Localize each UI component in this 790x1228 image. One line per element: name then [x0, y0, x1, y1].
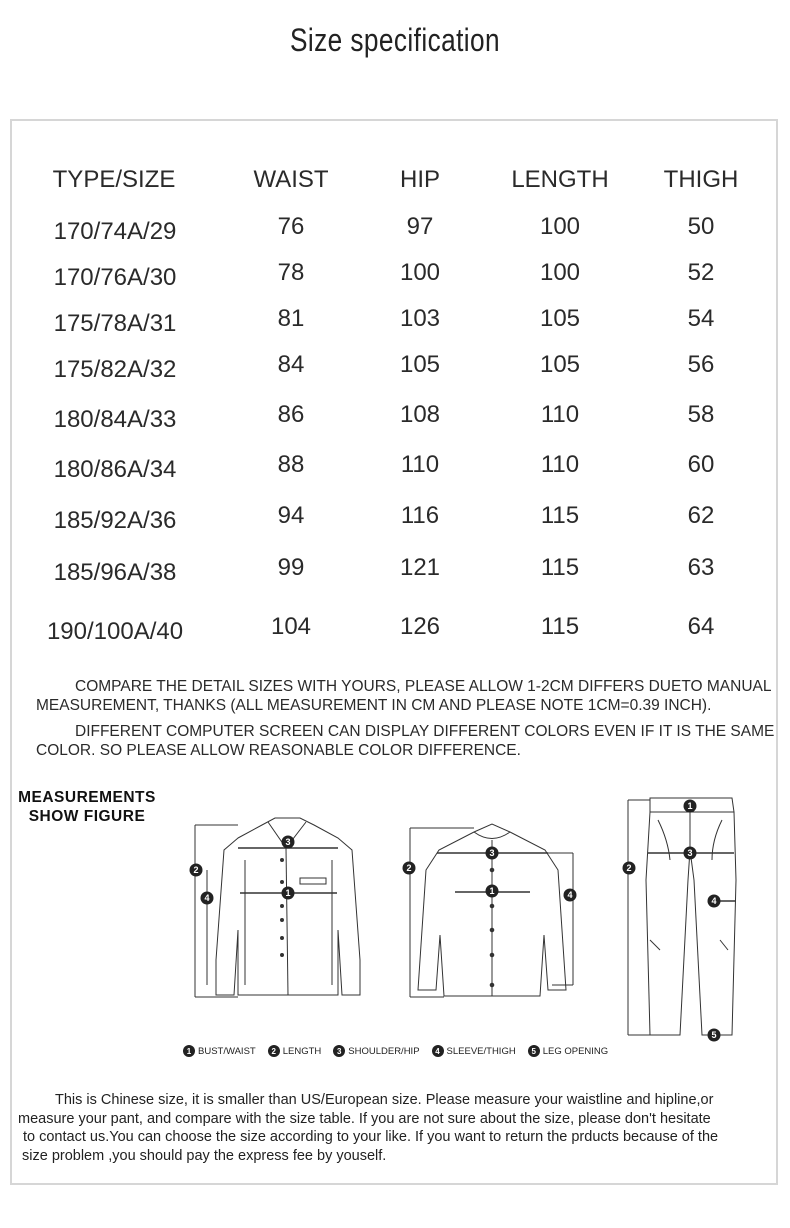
measurements-title-line1: MEASUREMENTS — [18, 789, 156, 806]
svg-text:1: 1 — [489, 886, 495, 896]
color-note-line2: COLOR. SO PLEASE ALLOW REASONABLE COLOR DIFFERENCE. — [36, 742, 521, 759]
legend-item-leg-opening — [528, 1045, 608, 1057]
disclaimer-line3: to contact us.You can choose the size according to your like. If you want to return the prducts because of the — [23, 1129, 719, 1145]
table-cell: 97 — [406, 213, 434, 240]
svg-text:4: 4 — [567, 890, 573, 900]
table-cell: 115 — [540, 613, 580, 640]
table-cell: 60 — [687, 451, 715, 478]
table-cell: 86 — [277, 401, 305, 428]
table-header-waist: WAIST — [253, 166, 329, 193]
table-row-size: 170/74A/29 — [53, 218, 177, 245]
legend-item-sleeve-thigh — [432, 1045, 516, 1057]
legend-label: SLEEVE/THIGH — [446, 1045, 516, 1057]
table-cell: 115 — [540, 502, 580, 529]
page-title: Size specification — [289, 22, 501, 58]
table-cell: 105 — [539, 351, 581, 378]
legend-num: 4 — [432, 1045, 444, 1057]
table-cell: 54 — [687, 305, 715, 332]
table-cell: 110 — [540, 451, 580, 478]
table-cell: 100 — [539, 259, 581, 286]
table-row-size: 185/92A/36 — [53, 507, 177, 534]
table-cell: 81 — [277, 305, 305, 332]
table-cell: 78 — [277, 259, 305, 286]
table-cell: 100 — [399, 259, 441, 286]
legend-num: 1 — [183, 1045, 195, 1057]
svg-text:3: 3 — [285, 837, 291, 847]
legend-item-length — [268, 1045, 322, 1057]
table-row-size: 175/78A/31 — [53, 310, 177, 337]
table-row-size: 180/84A/33 — [53, 406, 177, 433]
marker-shirt2-3 — [486, 847, 499, 860]
disclaimer-line1: This is Chinese size, it is smaller than US/European size. Please measure your waistline and hipline,or — [55, 1092, 714, 1108]
marker-shirt1-1 — [282, 887, 295, 900]
table-cell: 105 — [539, 305, 581, 332]
svg-text:1: 1 — [285, 888, 291, 898]
table-cell: 63 — [687, 554, 715, 581]
table-cell: 108 — [399, 401, 441, 428]
marker-pants-1 — [684, 800, 697, 813]
table-cell: 105 — [399, 351, 441, 378]
table-cell: 56 — [687, 351, 715, 378]
table-cell: 50 — [687, 213, 715, 240]
measurement-legend — [183, 1045, 620, 1057]
legend-label: LENGTH — [282, 1045, 322, 1057]
pants-figure — [628, 798, 736, 1035]
table-cell: 104 — [270, 613, 312, 640]
svg-text:3: 3 — [687, 848, 693, 858]
legend-label: LEG OPENING — [542, 1045, 609, 1057]
table-row-size: 180/86A/34 — [53, 456, 177, 483]
table-cell: 84 — [277, 351, 305, 378]
marker-pants-5 — [708, 1029, 721, 1042]
legend-label: BUST/WAIST — [198, 1045, 256, 1057]
table-cell: 110 — [400, 451, 440, 478]
compare-note-line1: COMPARE THE DETAIL SIZES WITH YOURS, PLEASE ALLOW 1-2CM DIFFERS DUETO MANUAL — [75, 678, 772, 695]
disclaimer-line4: size problem ,you should pay the express fee by youself. — [22, 1147, 387, 1164]
figure-markers — [190, 800, 721, 1042]
table-cell: 116 — [400, 502, 440, 529]
svg-text:2: 2 — [193, 865, 199, 875]
marker-pants-3 — [684, 847, 697, 860]
table-cell: 64 — [687, 613, 715, 640]
legend-label: SHOULDER/HIP — [348, 1045, 420, 1057]
marker-pants-4 — [708, 895, 721, 908]
table-cell: 88 — [277, 451, 305, 478]
size-disclaimer — [20, 1091, 770, 1165]
table-cell: 94 — [277, 502, 305, 529]
svg-text:1: 1 — [687, 801, 693, 811]
marker-shirt2-2 — [403, 862, 416, 875]
table-header-length: LENGTH — [511, 166, 609, 193]
table-cell: 62 — [687, 502, 715, 529]
table-header-type-size: TYPE/SIZE — [52, 166, 176, 193]
table-row-size: 170/76A/30 — [53, 264, 177, 291]
table-row-size: 190/100A/40 — [46, 618, 184, 645]
color-note-line1: DIFFERENT COMPUTER SCREEN CAN DISPLAY DIFFERENT COLORS EVEN IF IT IS THE SAME — [75, 723, 775, 740]
table-cell: 126 — [399, 613, 441, 640]
legend-num: 3 — [333, 1045, 345, 1057]
svg-text:5: 5 — [711, 1030, 717, 1040]
legend-item-bust-waist — [183, 1045, 256, 1057]
legend-num: 5 — [528, 1045, 540, 1057]
legend-item-shoulder-hip — [333, 1045, 419, 1057]
svg-text:2: 2 — [406, 863, 412, 873]
svg-text:2: 2 — [626, 863, 632, 873]
table-cell: 52 — [687, 259, 715, 286]
table-header-hip: HIP — [399, 166, 441, 193]
svg-text:4: 4 — [204, 893, 210, 903]
legend-num: 2 — [268, 1045, 280, 1057]
table-header-thigh: THIGH — [663, 166, 739, 193]
shirt-front-figure — [195, 818, 360, 997]
measurements-title-line2: SHOW FIGURE — [28, 808, 146, 825]
table-row-size: 175/82A/32 — [53, 356, 177, 383]
marker-shirt2-1 — [486, 885, 499, 898]
compare-note-line2: MEASUREMENT, THANKS (ALL MEASUREMENT IN CM AND PLEASE NOTE 1CM=0.39 INCH). — [36, 697, 712, 714]
marker-shirt1-4 — [201, 892, 214, 905]
svg-text:3: 3 — [489, 848, 495, 858]
table-row-size: 185/96A/38 — [53, 559, 177, 586]
marker-shirt1-2 — [190, 864, 203, 877]
marker-shirt1-3 — [282, 836, 295, 849]
table-cell: 76 — [277, 213, 305, 240]
table-cell: 121 — [399, 554, 441, 581]
disclaimer-line2: measure your pant, and compare with the size table. If you are not sure about the size, please don't hesitate — [18, 1110, 711, 1127]
marker-pants-2 — [623, 862, 636, 875]
table-cell: 110 — [540, 401, 580, 428]
table-cell: 58 — [687, 401, 715, 428]
marker-shirt2-4 — [564, 889, 577, 902]
table-cell: 115 — [540, 554, 580, 581]
table-cell: 103 — [399, 305, 441, 332]
svg-text:4: 4 — [711, 896, 717, 906]
table-cell: 100 — [539, 213, 581, 240]
table-cell: 99 — [277, 554, 305, 581]
